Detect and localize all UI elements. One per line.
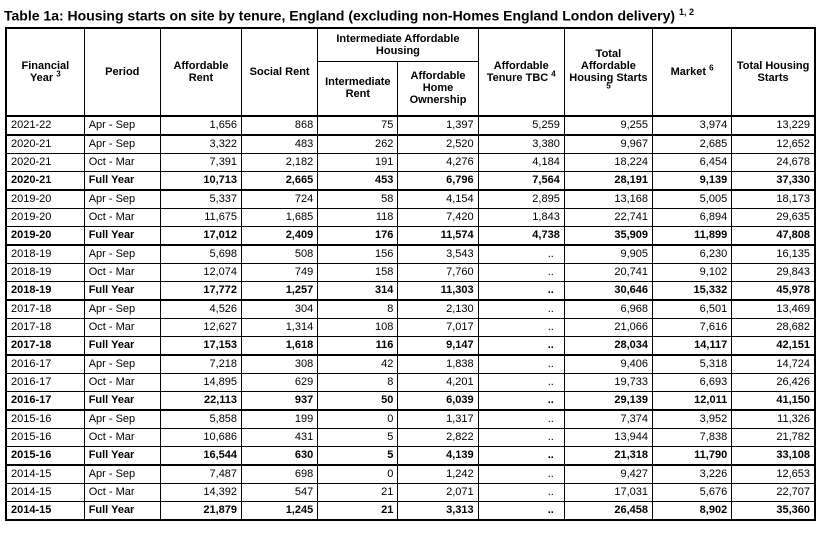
cell-value: 9,102 <box>653 263 732 281</box>
cell-value: 7,616 <box>653 318 732 336</box>
cell-financial-year: 2015-16 <box>6 410 84 429</box>
cell-period: Apr - Sep <box>84 465 160 484</box>
cell-value: 629 <box>242 373 318 391</box>
cell-financial-year: 2017-18 <box>6 336 84 355</box>
cell-value: 4,139 <box>398 446 478 465</box>
cell-value: .. <box>478 428 564 446</box>
cell-value: 5 <box>318 428 398 446</box>
table-row <box>6 116 815 135</box>
table-title <box>0 0 821 27</box>
cell-financial-year: 2016-17 <box>6 391 84 410</box>
cell-value: 18,173 <box>732 190 815 209</box>
cell-value: 11,899 <box>653 226 732 245</box>
table-row <box>6 465 815 484</box>
cell-value: 17,153 <box>160 336 241 355</box>
cell-value: 9,255 <box>564 116 652 135</box>
cell-period: Apr - Sep <box>84 190 160 209</box>
cell-value: 3,952 <box>653 410 732 429</box>
table-row <box>6 263 815 281</box>
cell-value: 2,685 <box>653 135 732 154</box>
table-row <box>6 153 815 171</box>
header-social-rent: Social Rent <box>242 28 318 116</box>
cell-value: 7,391 <box>160 153 241 171</box>
cell-value: 1,257 <box>242 281 318 300</box>
header-market-sup: 6 <box>709 63 714 72</box>
table-row <box>6 300 815 319</box>
cell-value: .. <box>478 300 564 319</box>
cell-value: 1,656 <box>160 116 241 135</box>
cell-period: Apr - Sep <box>84 245 160 264</box>
cell-period: Oct - Mar <box>84 208 160 226</box>
cell-value: 20,741 <box>564 263 652 281</box>
header-affordable-tenure-sup: 4 <box>551 69 556 78</box>
cell-period: Oct - Mar <box>84 483 160 501</box>
cell-value: 6,501 <box>653 300 732 319</box>
cell-period: Full Year <box>84 226 160 245</box>
cell-value: 33,108 <box>732 446 815 465</box>
cell-value: .. <box>478 355 564 374</box>
cell-financial-year: 2016-17 <box>6 373 84 391</box>
cell-value: 7,420 <box>398 208 478 226</box>
cell-value: 1,397 <box>398 116 478 135</box>
cell-value: 8,902 <box>653 501 732 520</box>
cell-value: 6,796 <box>398 171 478 190</box>
cell-value: 12,652 <box>732 135 815 154</box>
table-title-superscript: 1, 2 <box>678 7 694 17</box>
cell-value: .. <box>478 263 564 281</box>
cell-value: 7,218 <box>160 355 241 374</box>
cell-value: 262 <box>318 135 398 154</box>
cell-financial-year: 2018-19 <box>6 263 84 281</box>
cell-period: Oct - Mar <box>84 373 160 391</box>
cell-financial-year: 2016-17 <box>6 355 84 374</box>
table-row <box>6 428 815 446</box>
cell-value: 16,544 <box>160 446 241 465</box>
cell-value: 24,678 <box>732 153 815 171</box>
cell-value: 7,017 <box>398 318 478 336</box>
cell-value: 5,676 <box>653 483 732 501</box>
cell-value: 508 <box>242 245 318 264</box>
cell-value: 35,909 <box>564 226 652 245</box>
cell-financial-year: 2014-15 <box>6 501 84 520</box>
cell-value: 9,139 <box>653 171 732 190</box>
cell-value: 5,005 <box>653 190 732 209</box>
cell-value: 199 <box>242 410 318 429</box>
cell-value: 2,409 <box>242 226 318 245</box>
cell-value: 17,031 <box>564 483 652 501</box>
cell-value: 5,259 <box>478 116 564 135</box>
header-total-housing-starts: Total Housing Starts <box>732 28 815 116</box>
cell-value: 483 <box>242 135 318 154</box>
table-row <box>6 226 815 245</box>
cell-value: 35,360 <box>732 501 815 520</box>
cell-value: .. <box>478 245 564 264</box>
header-row-top <box>6 28 815 62</box>
cell-financial-year: 2014-15 <box>6 483 84 501</box>
cell-value: 8 <box>318 300 398 319</box>
cell-value: 2,182 <box>242 153 318 171</box>
table-row <box>6 336 815 355</box>
table-header <box>6 28 815 116</box>
cell-value: 108 <box>318 318 398 336</box>
cell-value: 118 <box>318 208 398 226</box>
header-affordable-home-ownership: Affordable Home Ownership <box>398 62 478 116</box>
table-row <box>6 135 815 154</box>
cell-value: 15,332 <box>653 281 732 300</box>
cell-value: 3,974 <box>653 116 732 135</box>
cell-value: 158 <box>318 263 398 281</box>
cell-value: 11,574 <box>398 226 478 245</box>
cell-value: 6,693 <box>653 373 732 391</box>
header-affordable-tenure-tbc: Affordable Tenure TBC $^4$ <box>478 28 564 116</box>
cell-value: 50 <box>318 391 398 410</box>
cell-value: 28,191 <box>564 171 652 190</box>
cell-value: 42 <box>318 355 398 374</box>
cell-period: Full Year <box>84 281 160 300</box>
cell-value: 18,224 <box>564 153 652 171</box>
cell-value: 2,520 <box>398 135 478 154</box>
cell-value: 7,487 <box>160 465 241 484</box>
header-intermediate-affordable-housing: Intermediate Affordable Housing <box>318 28 478 62</box>
cell-value: 30,646 <box>564 281 652 300</box>
cell-financial-year: 2015-16 <box>6 446 84 465</box>
cell-period: Full Year <box>84 501 160 520</box>
cell-value: 10,713 <box>160 171 241 190</box>
cell-value: 26,426 <box>732 373 815 391</box>
cell-value: 724 <box>242 190 318 209</box>
cell-value: 22,113 <box>160 391 241 410</box>
table-row <box>6 318 815 336</box>
cell-value: 21,318 <box>564 446 652 465</box>
cell-value: 37,330 <box>732 171 815 190</box>
cell-financial-year: 2021-22 <box>6 116 84 135</box>
cell-value: 11,303 <box>398 281 478 300</box>
cell-value: 1,245 <box>242 501 318 520</box>
cell-value: 45,978 <box>732 281 815 300</box>
cell-value: 3,226 <box>653 465 732 484</box>
cell-value: 0 <box>318 465 398 484</box>
table-row <box>6 355 815 374</box>
cell-value: 16,135 <box>732 245 815 264</box>
cell-value: 11,326 <box>732 410 815 429</box>
cell-value: 156 <box>318 245 398 264</box>
cell-value: 12,074 <box>160 263 241 281</box>
cell-value: 21 <box>318 501 398 520</box>
cell-value: 14,895 <box>160 373 241 391</box>
cell-value: 6,968 <box>564 300 652 319</box>
table-title-text: Table 1a: Housing starts on site by tenure, England (excluding non-Homes England London delivery) <box>4 7 676 24</box>
cell-value: .. <box>478 318 564 336</box>
table-row <box>6 391 815 410</box>
cell-value: 5,337 <box>160 190 241 209</box>
header-financial-year-sup: 3 <box>56 69 61 78</box>
cell-value: .. <box>478 336 564 355</box>
cell-value: 116 <box>318 336 398 355</box>
cell-value: 2,665 <box>242 171 318 190</box>
cell-value: 3,313 <box>398 501 478 520</box>
cell-financial-year: 2020-21 <box>6 153 84 171</box>
cell-value: .. <box>478 391 564 410</box>
cell-value: 1,843 <box>478 208 564 226</box>
cell-value: 2,071 <box>398 483 478 501</box>
cell-value: 8 <box>318 373 398 391</box>
cell-value: 1,838 <box>398 355 478 374</box>
cell-value: 28,682 <box>732 318 815 336</box>
cell-financial-year: 2018-19 <box>6 245 84 264</box>
cell-value: 28,034 <box>564 336 652 355</box>
cell-value: 698 <box>242 465 318 484</box>
cell-value: .. <box>478 446 564 465</box>
cell-value: 13,469 <box>732 300 815 319</box>
housing-starts-table <box>5 27 816 521</box>
cell-value: 14,117 <box>653 336 732 355</box>
cell-period: Apr - Sep <box>84 355 160 374</box>
cell-period: Oct - Mar <box>84 428 160 446</box>
cell-value: 2,822 <box>398 428 478 446</box>
cell-value: 7,760 <box>398 263 478 281</box>
cell-financial-year: 2020-21 <box>6 135 84 154</box>
cell-value: 10,686 <box>160 428 241 446</box>
cell-value: 1,317 <box>398 410 478 429</box>
cell-value: 191 <box>318 153 398 171</box>
cell-period: Oct - Mar <box>84 263 160 281</box>
cell-value: 21,066 <box>564 318 652 336</box>
header-total-affordable-housing-starts: Total Affordable Housing Starts $^5$ <box>564 28 652 116</box>
table-row <box>6 245 815 264</box>
cell-value: 3,322 <box>160 135 241 154</box>
cell-value: 4,201 <box>398 373 478 391</box>
cell-value: 304 <box>242 300 318 319</box>
cell-value: 1,242 <box>398 465 478 484</box>
cell-value: 42,151 <box>732 336 815 355</box>
table-row <box>6 171 815 190</box>
cell-value: 21 <box>318 483 398 501</box>
table-row <box>6 373 815 391</box>
cell-value: .. <box>478 465 564 484</box>
cell-value: 7,838 <box>653 428 732 446</box>
cell-financial-year: 2020-21 <box>6 171 84 190</box>
cell-value: 4,276 <box>398 153 478 171</box>
cell-value: 431 <box>242 428 318 446</box>
cell-value: 7,374 <box>564 410 652 429</box>
cell-value: 7,564 <box>478 171 564 190</box>
cell-value: 6,230 <box>653 245 732 264</box>
cell-value: 22,707 <box>732 483 815 501</box>
cell-value: 26,458 <box>564 501 652 520</box>
header-market: Market $^6$ <box>653 28 732 116</box>
header-total-affordable-sup: 5 <box>606 81 611 90</box>
cell-value: 4,738 <box>478 226 564 245</box>
cell-value: 868 <box>242 116 318 135</box>
cell-value: 9,967 <box>564 135 652 154</box>
cell-value: 4,184 <box>478 153 564 171</box>
cell-value: 14,392 <box>160 483 241 501</box>
cell-period: Oct - Mar <box>84 318 160 336</box>
cell-value: 4,154 <box>398 190 478 209</box>
cell-value: 9,147 <box>398 336 478 355</box>
cell-value: 6,039 <box>398 391 478 410</box>
table-row <box>6 446 815 465</box>
cell-financial-year: 2015-16 <box>6 428 84 446</box>
cell-value: 12,627 <box>160 318 241 336</box>
cell-value: 41,150 <box>732 391 815 410</box>
cell-financial-year: 2017-18 <box>6 318 84 336</box>
cell-value: 12,011 <box>653 391 732 410</box>
cell-period: Full Year <box>84 391 160 410</box>
cell-value: 29,635 <box>732 208 815 226</box>
table-row <box>6 410 815 429</box>
cell-value: 5,858 <box>160 410 241 429</box>
cell-value: 453 <box>318 171 398 190</box>
header-affordable-rent: Affordable Rent <box>160 28 241 116</box>
cell-value: 5,318 <box>653 355 732 374</box>
cell-value: 11,790 <box>653 446 732 465</box>
cell-value: 21,782 <box>732 428 815 446</box>
cell-value: .. <box>478 373 564 391</box>
table-body <box>6 116 815 520</box>
cell-value: 1,314 <box>242 318 318 336</box>
cell-value: 21,879 <box>160 501 241 520</box>
cell-value: 17,012 <box>160 226 241 245</box>
cell-value: 3,543 <box>398 245 478 264</box>
cell-value: 9,427 <box>564 465 652 484</box>
cell-value: 1,685 <box>242 208 318 226</box>
cell-value: .. <box>478 501 564 520</box>
cell-value: 2,895 <box>478 190 564 209</box>
cell-value: 0 <box>318 410 398 429</box>
cell-value: 1,618 <box>242 336 318 355</box>
cell-period: Apr - Sep <box>84 300 160 319</box>
cell-value: 17,772 <box>160 281 241 300</box>
cell-value: 47,808 <box>732 226 815 245</box>
cell-value: .. <box>478 410 564 429</box>
cell-value: 937 <box>242 391 318 410</box>
cell-financial-year: 2019-20 <box>6 190 84 209</box>
cell-value: 13,944 <box>564 428 652 446</box>
cell-value: 13,168 <box>564 190 652 209</box>
cell-period: Apr - Sep <box>84 116 160 135</box>
header-intermediate-rent: Intermediate Rent <box>318 62 398 116</box>
cell-value: 22,741 <box>564 208 652 226</box>
cell-value: 14,724 <box>732 355 815 374</box>
cell-value: 5 <box>318 446 398 465</box>
table-row <box>6 190 815 209</box>
cell-period: Oct - Mar <box>84 153 160 171</box>
cell-period: Full Year <box>84 171 160 190</box>
cell-value: 19,733 <box>564 373 652 391</box>
cell-value: 13,229 <box>732 116 815 135</box>
cell-value: 4,526 <box>160 300 241 319</box>
cell-value: 11,675 <box>160 208 241 226</box>
cell-value: 176 <box>318 226 398 245</box>
cell-period: Apr - Sep <box>84 410 160 429</box>
header-period: Period <box>84 28 160 116</box>
cell-financial-year: 2019-20 <box>6 226 84 245</box>
cell-financial-year: 2018-19 <box>6 281 84 300</box>
cell-value: 6,894 <box>653 208 732 226</box>
cell-value: 29,843 <box>732 263 815 281</box>
cell-value: .. <box>478 281 564 300</box>
cell-value: 6,454 <box>653 153 732 171</box>
cell-value: 12,653 <box>732 465 815 484</box>
cell-financial-year: 2017-18 <box>6 300 84 319</box>
cell-financial-year: 2019-20 <box>6 208 84 226</box>
cell-value: 630 <box>242 446 318 465</box>
cell-value: 308 <box>242 355 318 374</box>
cell-value: 547 <box>242 483 318 501</box>
cell-value: .. <box>478 483 564 501</box>
cell-financial-year: 2014-15 <box>6 465 84 484</box>
header-financial-year: Financial Year $^3$ <box>6 28 84 116</box>
table-row <box>6 208 815 226</box>
cell-value: 9,905 <box>564 245 652 264</box>
cell-period: Full Year <box>84 336 160 355</box>
cell-value: 5,698 <box>160 245 241 264</box>
table-row <box>6 501 815 520</box>
cell-value: 749 <box>242 263 318 281</box>
table-row <box>6 281 815 300</box>
cell-period: Apr - Sep <box>84 135 160 154</box>
cell-value: 29,139 <box>564 391 652 410</box>
cell-value: 58 <box>318 190 398 209</box>
cell-value: 2,130 <box>398 300 478 319</box>
cell-value: 3,380 <box>478 135 564 154</box>
cell-value: 75 <box>318 116 398 135</box>
cell-value: 9,406 <box>564 355 652 374</box>
cell-period: Full Year <box>84 446 160 465</box>
table-row <box>6 483 815 501</box>
cell-value: 314 <box>318 281 398 300</box>
